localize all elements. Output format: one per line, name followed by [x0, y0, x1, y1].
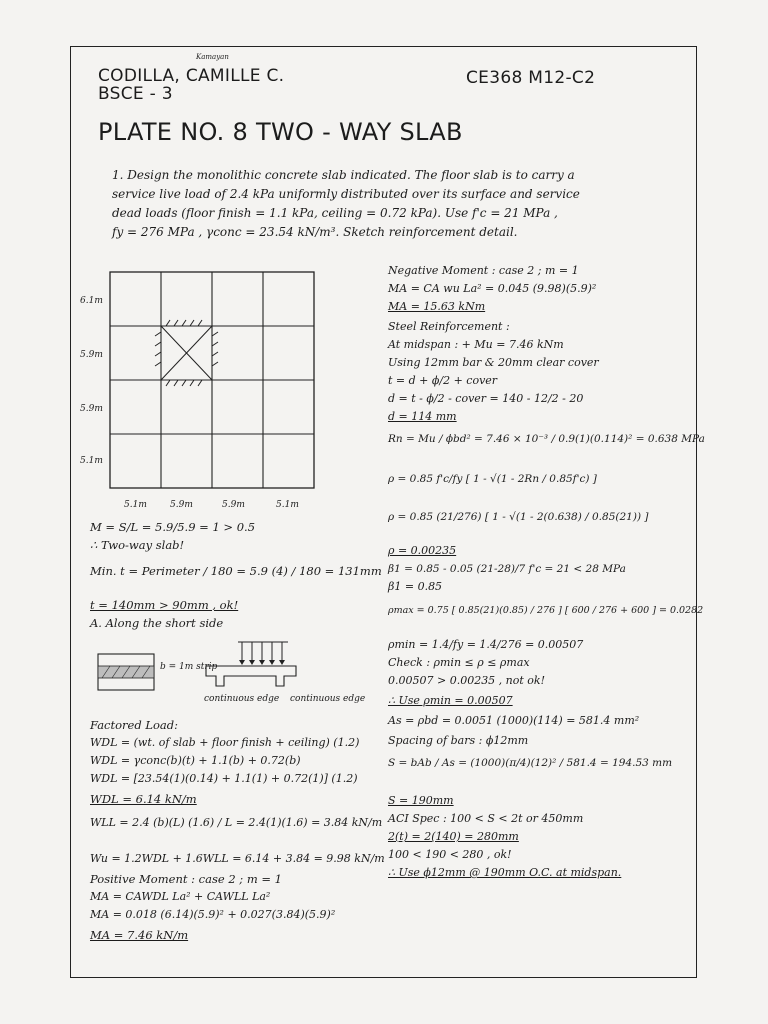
col-label: 5.9m: [222, 500, 245, 510]
positive-moment-heading: Positive Moment : case 2 ; m = 1: [90, 872, 282, 886]
aci-spec: ACI Spec : 100 < S < 2t or 450mm: [388, 812, 584, 825]
edge-label-right: continuous edge: [290, 694, 366, 704]
rn-eq: Rn = Mu / ϕbd² = 7.46 × 10⁻³ / 0.9(1)(0.114)² = 0.638 MPa: [388, 433, 705, 445]
student-name: CODILLA, CAMILLE C.: [98, 66, 285, 86]
rho-max-eq: ρmax = 0.75 [ 0.85(21)(0.85) / 276 ] [ 600 / 276 + 600 ] = 0.0282: [388, 605, 704, 616]
aci-limit: 2(t) = 2(140) = 280mm: [388, 830, 519, 843]
dead-load-eq: WDL = (wt. of slab + floor finish + ceiling) (1.2): [90, 736, 360, 749]
negative-moment-heading: Negative Moment : case 2 ; m = 1: [388, 264, 579, 277]
aci-check: 100 < 190 < 280 , ok!: [388, 848, 512, 861]
dead-load-result: WDL = 6.14 kN/m: [90, 792, 197, 806]
dead-load-eq: WDL = γconc(b)(t) + 1.1(b) + 0.72(b): [90, 754, 301, 767]
spacing-eq: S = bAb / As = (1000)(π/4)(12)² / 581.4 = 194.53 mm: [388, 757, 673, 769]
rho-min-eq: ρmin = 1.4/fy = 1.4/276 = 0.00507: [388, 638, 584, 651]
strip-label: b = 1m strip: [160, 662, 218, 672]
positive-moment-result: MA = 7.46 kN/m: [90, 928, 189, 942]
midspan-moment: At midspan : + Mu = 7.46 kNm: [388, 338, 564, 351]
section-heading: A. Along the short side: [90, 616, 224, 630]
row-label: 6.1m: [80, 296, 103, 306]
effective-depth-result: d = 114 mm: [388, 410, 457, 423]
negative-moment-result: MA = 15.63 kNm: [388, 300, 486, 313]
bar-assumption: Using 12mm bar & 20mm clear cover: [388, 356, 599, 369]
row-label: 5.9m: [80, 404, 103, 414]
course-section: BSCE - 3: [98, 84, 173, 104]
steel-heading: Steel Reinforcement :: [388, 320, 510, 333]
positive-moment-eq: MA = 0.018 (6.14)(5.9)² + 0.027(3.84)(5.9)²: [90, 908, 336, 921]
problem-line: 1. Design the monolithic concrete slab indicated. The floor slab is to carry a: [112, 168, 575, 182]
rho-formula: ρ = 0.85 f'c/fy [ 1 - √(1 - 2Rn / 0.85f'c) ]: [388, 473, 597, 485]
course-code: CE368 M12-C2: [466, 68, 596, 88]
factored-load-heading: Factored Load:: [90, 718, 179, 732]
col-label: 5.1m: [276, 500, 299, 510]
ratio-conclusion: ∴ Two-way slab!: [90, 538, 185, 552]
rho-check: Check : ρmin ≤ ρ ≤ ρmax: [388, 656, 530, 669]
edge-label-left: continuous edge: [204, 694, 280, 704]
row-label: 5.9m: [80, 350, 103, 360]
thickness-relation: t = d + ϕ/2 + cover: [388, 374, 498, 387]
slab-panel-grid: [108, 270, 318, 490]
problem-line: dead loads (floor finish = 1.1 kPa, ceiling = 0.72 kPa). Use f'c = 21 MPa ,: [112, 206, 558, 220]
problem-line: fy = 276 MPa , γconc = 23.54 kN/m³. Sketch reinforcement detail.: [112, 225, 518, 239]
ultimate-load-eq: Wu = 1.2WDL + 1.6WLL = 6.14 + 3.84 = 9.98 kN/m: [90, 852, 385, 865]
beta-result: β1 = 0.85: [388, 580, 443, 593]
rho-governs: ∴ Use ρmin = 0.00507: [388, 694, 513, 707]
col-label: 5.9m: [170, 500, 193, 510]
col-label: 5.1m: [124, 500, 147, 510]
dead-load-eq: WDL = [23.54(1)(0.14) + 1.1(1) + 0.72(1)] (1.2): [90, 772, 358, 785]
final-design: ∴ Use ϕ12mm @ 190mm O.C. at midspan.: [388, 866, 622, 879]
positive-moment-eq: MA = CAWDL La² + CAWLL La²: [90, 890, 271, 903]
beta-eq: β1 = 0.85 - 0.05 (21-28)/7 f'c = 21 < 28 MPa: [388, 563, 626, 575]
problem-line: service live load of 2.4 kPa uniformly distributed over its surface and service: [112, 187, 580, 201]
design-panel-marker: [155, 320, 218, 386]
rho-check-result: 0.00507 > 0.00235 , not ok!: [388, 674, 546, 687]
spacing-result: S = 190mm: [388, 794, 454, 807]
negative-moment-eq: MA = CA wu La² = 0.045 (9.98)(5.9)²: [388, 282, 597, 295]
rho-result: ρ = 0.00235: [388, 544, 457, 557]
row-label: 5.1m: [80, 456, 103, 466]
spacing-heading: Spacing of bars : ϕ12mm: [388, 734, 529, 747]
plate-title: PLATE NO. 8 TWO - WAY SLAB: [98, 118, 463, 146]
min-thickness: Min. t = Perimeter / 180 = 5.9 (4) / 180 = 131mm: [90, 564, 382, 578]
thickness-check: t = 140mm > 90mm , ok!: [90, 598, 239, 612]
live-load-eq: WLL = 2.4 (b)(L) (1.6) / L = 2.4(1)(1.6) = 3.84 kN/m: [90, 816, 383, 829]
rho-substituted: ρ = 0.85 (21/276) [ 1 - √(1 - 2(0.638) / 0.85(21)) ]: [388, 511, 649, 523]
ratio-check: M = S/L = 5.9/5.9 = 1 > 0.5: [90, 520, 256, 534]
steel-area-eq: As = ρbd = 0.0051 (1000)(114) = 581.4 mm²: [388, 714, 640, 727]
name-annotation: Kamayan: [196, 53, 229, 61]
effective-depth-eq: d = t - ϕ/2 - cover = 140 - 12/2 - 20: [388, 392, 584, 405]
